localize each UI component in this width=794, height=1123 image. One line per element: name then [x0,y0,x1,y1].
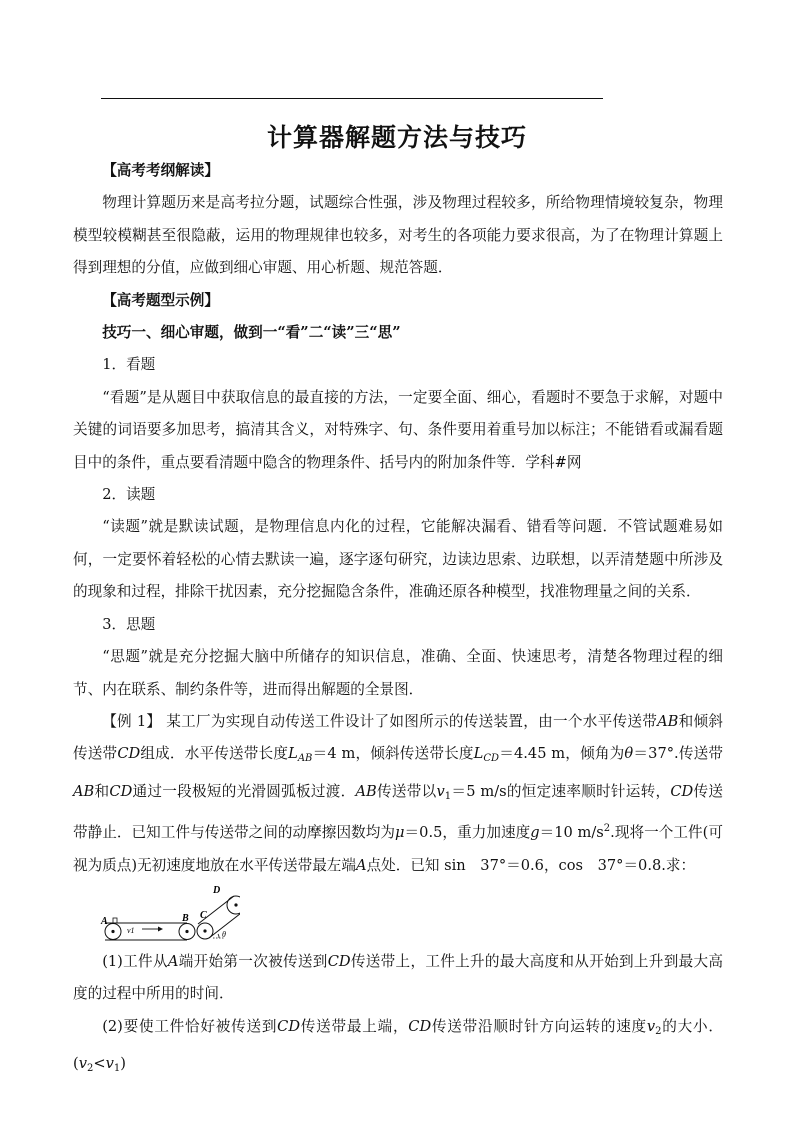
conveyor-figure [73,884,723,946]
pulley-C-axle [203,929,206,932]
var-AB: AB [355,782,377,800]
label-v1: v1 [127,925,135,935]
paragraph-intro: 物理计算题历来是高考拉分题，试题综合性强，涉及物理过程较多，所给物理情境较复杂，物理模型较模糊甚至很隐蔽，运用的物理规律也较多，对考生的各项能力要求很高，为了在物理计算题上得到理想的分值，应做到细心审题、用心析题、规范答题． [73,194,723,277]
example-text: ＝0.5，重力加速度 [404,824,531,842]
step-heading-look: 1．看题 [102,356,156,374]
var-mu: μ [395,824,405,842]
step-heading-read: 2．读题 [102,486,156,504]
example-1-paragraph [73,706,723,882]
question-text: (2)要使工件恰好被传送到 [102,1017,278,1035]
label-D: D [213,884,221,896]
label-theta: θ [222,929,226,939]
example-text: 通过一段极短的光滑圆弧板过渡． [132,782,356,800]
label-C: C [200,909,207,921]
var-A: A [355,856,367,874]
example-text: ＝10 m/s [539,824,604,842]
subscript: AB [297,753,313,765]
subscript: 2 [655,1025,662,1037]
paragraph-think: “思题”就是充分挖掘大脑中所储存的知识信息，准确、全面、快速思考，清楚各物理过程的细节、内在联系、制约条件等，进而得出解题的全景图． [73,648,723,698]
velocity-arrowhead [158,926,163,931]
question-text: < [93,1055,106,1073]
var-CD: CD [327,952,351,970]
step-heading-think: 3．思题 [102,615,156,633]
document-body [73,155,723,1086]
var-CD: CD [117,745,141,763]
question-text: 传送带沿顺时针方向运转的速度 [431,1017,647,1035]
section-heading-syllabus: 【高考考纲解读】 [102,162,219,179]
example-text: 某工厂为实现自动传送工件设计了如图所示的传送装置，由一个水平传送带 [161,712,658,730]
example-text: ＝4.45 m，倾角为 [499,745,625,763]
subscript: 1 [113,1063,121,1075]
var-g: g [530,824,540,842]
var-v: v [436,782,445,800]
var-CD: CD [670,782,694,800]
header-rule [101,98,603,99]
subscript: 2 [86,1063,94,1075]
var-v: v [78,1055,87,1073]
question-2 [73,1011,723,1086]
example-text: 点处．已知 sin 37°＝0.6，cos 37°＝0.8.求： [366,856,696,874]
example-text: 传送带以 [376,782,437,800]
example-text: ＝37°.传送带 [633,745,723,763]
var-A: A [167,952,179,970]
label-B: B [182,912,189,924]
subscript: CD [483,753,500,765]
var-L: L [288,745,298,763]
var-AB: AB [73,782,95,800]
var-CD: CD [277,1017,301,1035]
question-text: (1)工件从 [102,952,168,970]
example-text: ＝4 m，倾斜传送带长度 [312,745,474,763]
subscript: 1 [444,790,452,802]
var-CD: CD [408,1017,432,1035]
var-L: L [473,745,484,763]
paragraph-look: “看题”是从题目中获取信息的最直接的方法，一定要全面、细心，看题时不要急于求解，对题中关键的词语要多加思考，搞清其含义，对特殊字、句、条件要用着重号加以标注；不能错看或漏看题目中的条件，重点要看清题中隐含的物理条件、括号内的附加条件等．学科#网 [73,388,723,471]
pulley-left-axle [111,930,114,933]
question-text: 传送带最上端， [300,1017,409,1035]
question-text: 传送带上，工件上升的最大高度和从开始到上升到最大高度的过程中所用的时间． [73,952,723,1003]
var-v: v [646,1017,656,1035]
example-text: .现将一个工件(可视为质点)无初速度地放在水平传送带最左端 [73,824,723,874]
example-text: ＝5 m/s的恒定速率顺时针运转， [451,782,671,800]
workpiece [113,918,117,923]
conveyor-diagram [100,884,240,946]
question-text: 的大小．( [73,1017,723,1073]
question-text: ) [120,1055,126,1073]
pulley-D-axle [234,903,237,906]
example-text: 和倾斜传送带 [73,712,723,763]
section-heading-examples: 【高考题型示例】 [102,291,219,309]
superscript: 2 [603,823,611,835]
var-v: v [105,1055,114,1073]
label-A: A [101,915,108,927]
var-AB: AB [657,712,679,730]
var-CD: CD [109,782,133,800]
angle-arc [218,934,219,938]
pulley-D [227,896,240,914]
var-theta: θ [624,745,634,763]
example-text: 和 [94,782,110,800]
example-text: 传送带静止．已知工件与传送带之间的动摩擦因数均为 [73,782,723,842]
example-label: 【例 1】 [102,712,162,730]
page-title: 计算器解题方法与技巧 [266,123,527,152]
question-text: 端开始第一次被传送到 [178,952,328,970]
paragraph-read: “读题”就是默读试题，是物理信息内化的过程，它能解决漏看、错看等问题．不管试题难易如何，一定要怀着轻松的心情去默读一遍，逐字逐句研究，边读边思索、边联想，以弄清楚题中所涉及的现象和过程，排除干扰因素，充分挖掘隐含条件，准确还原各种模型，找准物理量之间的关系． [73,518,723,601]
pulley-B-axle [185,930,188,933]
example-text: 组成．水平传送带长度 [140,745,289,763]
question-1 [73,946,723,1011]
technique-heading: 技巧一、细心审题，做到一“看”二“读”三“思” [102,324,401,342]
